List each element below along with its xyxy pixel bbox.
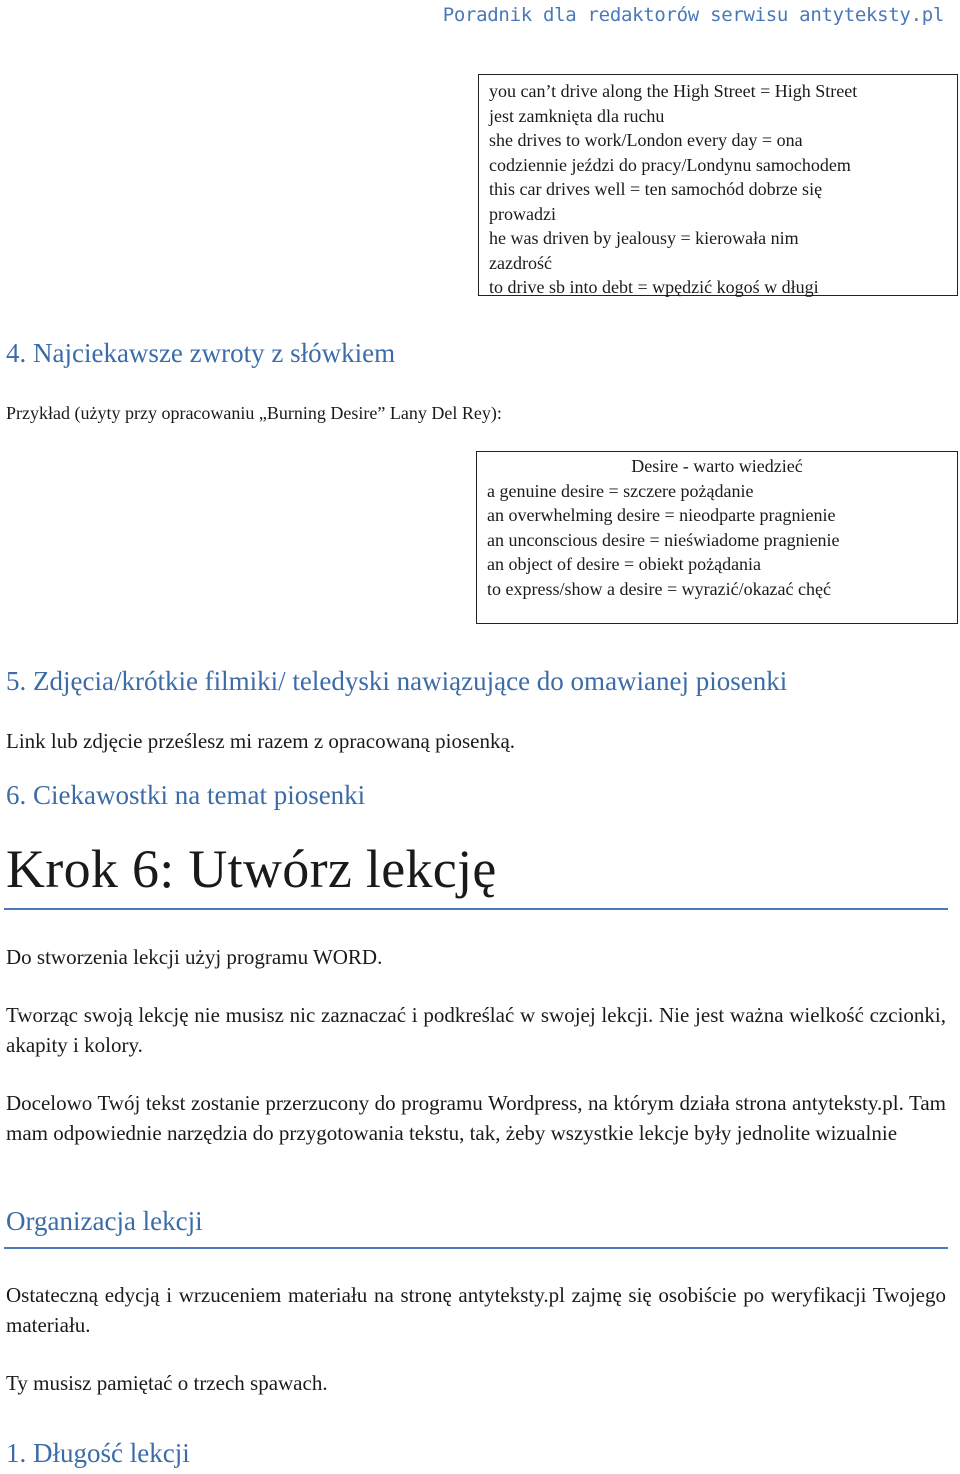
step-6-paragraph-2: Tworząc swoją lekcję nie musisz nic zaznaczać i podkreślać w swojej lekcji. Nie jest ważna wielkość czcionki, akapity i kolory. <box>6 1003 946 1057</box>
vocab-line: prowadzi <box>489 203 556 224</box>
vocab-line: this car drives well = ten samochód dobrze się <box>489 179 823 199</box>
vocab-line: an unconscious desire = nieświadome pragnienie <box>487 529 840 550</box>
section-4-intro: Przykład (użyty przy opracowaniu „Burning Desire” Lany Del Rey): <box>6 403 502 423</box>
step-6-title: Krok 6: Utwórz lekcję <box>6 839 497 899</box>
vocab-line: a genuine desire = szczere pożądanie <box>487 480 754 501</box>
organization-paragraph-1: Ostateczną edycją i wrzuceniem materiału na stronę antyteksty.pl zajmę się osobiście po weryfikacji Twojego materiału. <box>6 1283 946 1337</box>
vocab-line: you can’t drive along the High Street = High Street <box>489 81 858 101</box>
vocab-line: to drive sb into debt = wpędzić kogoś w długi <box>489 277 819 297</box>
organization-underline <box>4 1247 948 1249</box>
step-6-paragraph-1: Do stworzenia lekcji użyj programu WORD. <box>6 945 383 969</box>
step-6-paragraph-3: Docelowo Twój tekst zostanie przerzucony do programu Wordpress, na którym działa strona antyteksty.pl. Tam mam odpowiednie narzędzia do przygotowania tekstu, tak, żeby wszystkie lekcje były jednolite wizualnie <box>6 1091 946 1145</box>
section-5-text: Link lub zdjęcie prześlesz mi razem z opracowaną piosenką. <box>6 729 516 753</box>
vocab-line: codziennie jeździ do pracy/Londynu samochodem <box>489 154 851 175</box>
page-header: Poradnik dla redaktorów serwisu antyteksty.pl <box>442 4 944 26</box>
title-underline <box>4 908 948 910</box>
vocab-line: to express/show a desire = wyrazić/okazać chęć <box>487 578 831 599</box>
vocab-box-title: Desire - warto wiedzieć <box>631 456 803 476</box>
vocab-line: he was driven by jealousy = kierowała nim <box>489 228 799 248</box>
vocab-line: she drives to work/London every day = ona <box>489 130 803 150</box>
section-6-heading: 6. Ciekawostki na temat piosenki <box>6 780 366 810</box>
section-4-heading: 4. Najciekawsze zwroty z słówkiem <box>6 338 396 368</box>
item-1-heading: 1. Długość lekcji <box>6 1438 190 1468</box>
organization-paragraph-2: Ty musisz pamiętać o trzech spawach. <box>6 1371 328 1395</box>
vocab-line: an object of desire = obiekt pożądania <box>487 554 762 574</box>
organization-heading: Organizacja lekcji <box>6 1206 203 1236</box>
section-5-heading: 5. Zdjęcia/krótkie filmiki/ teledyski nawiązujące do omawianej piosenki <box>6 666 788 696</box>
vocab-line: zazdrość <box>489 252 552 273</box>
vocab-box-desire <box>476 451 958 624</box>
vocab-box-drive <box>478 74 958 296</box>
vocab-line: an overwhelming desire = nieodparte pragnienie <box>487 505 836 525</box>
vocab-line: jest zamknięta dla ruchu <box>489 105 665 126</box>
